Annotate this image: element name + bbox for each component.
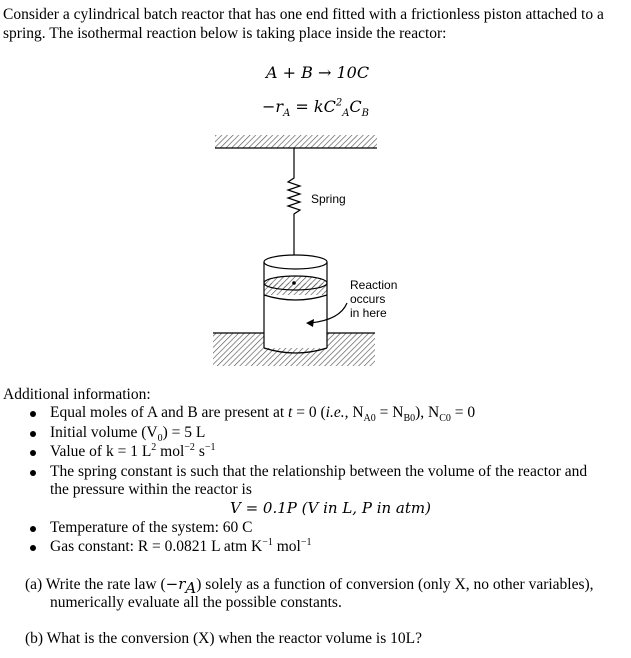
info-k-value — [50, 443, 216, 461]
info-equal-moles — [50, 404, 476, 425]
subscript: B0 — [403, 413, 416, 425]
text: N — [348, 404, 364, 421]
text: t — [288, 404, 293, 421]
reaction-label-3: in here — [350, 306, 387, 320]
superscript: −1 — [204, 441, 216, 453]
bullet-icon — [30, 545, 36, 551]
subscript: 0 — [157, 433, 163, 445]
text: Initial volume (V — [50, 424, 158, 441]
intro-line-2: spring. The isothermal reaction below is taking place inside the reactor: — [3, 25, 447, 42]
text: i.e., — [325, 404, 349, 421]
superscript: −2 — [184, 441, 195, 453]
bullet-icon — [30, 411, 36, 417]
info-gas-constant — [50, 538, 312, 556]
info-temperature: Temperature of the system: 60 C — [50, 519, 253, 536]
rate-sub-b: B — [361, 108, 370, 120]
info-spring-line-1: The spring constant is such that the relationship between the volume of the reactor and — [50, 463, 588, 480]
subscript: C0 — [439, 413, 451, 425]
text: mol — [272, 538, 301, 555]
text: Equal moles of A and B are present at — [50, 404, 289, 421]
superscript: −1 — [262, 536, 273, 548]
text: = 0 ( — [292, 404, 326, 421]
question-a-line-2: numerically evaluate all the possible constants. — [50, 594, 342, 611]
superscript: −1 — [300, 536, 312, 548]
rate-symbol: −r — [165, 575, 186, 593]
additional-heading: Additional information: — [3, 386, 151, 403]
volume-pressure-equation: V = 0.1P (V in L, P in atm) — [230, 499, 431, 517]
bullet-icon — [30, 526, 36, 532]
rate-rhs: = kC — [290, 97, 336, 116]
text: Gas constant: R = 0.0821 L atm K — [50, 538, 263, 555]
text: ) = 5 L — [162, 424, 206, 441]
subscript: A — [185, 579, 197, 598]
text: Value of k = 1 L — [50, 443, 152, 460]
text: = 0 — [450, 404, 476, 421]
rate-sup: 2 — [335, 97, 343, 109]
text: ), N — [415, 404, 440, 421]
text: mol — [156, 443, 185, 460]
text: (a) Write the rate law ( — [25, 576, 166, 593]
rate-lhs-sub: A — [283, 108, 291, 120]
reaction-label-1: Reaction — [350, 278, 398, 292]
superscript: 2 — [151, 441, 157, 453]
intro-line-1: Consider a cylindrical batch reactor that has one end fitted with a frictionless piston attached to a — [3, 6, 604, 23]
text: s — [194, 443, 205, 460]
subscript: A0 — [363, 413, 376, 425]
bullet-icon — [30, 470, 36, 476]
cylinder — [264, 255, 327, 353]
reaction-equation: A + B → 10C — [266, 63, 370, 82]
text: ) solely as a function of conversion (only X, no other variables), — [196, 576, 594, 593]
info-spring-line-2: the pressure within the reactor is — [50, 481, 252, 498]
rate-lhs: −r — [262, 97, 284, 116]
question-b: (b) What is the conversion (X) when the reactor volume is 10L? — [25, 630, 422, 647]
question-a-line-1 — [25, 575, 594, 598]
info-initial-volume — [50, 424, 206, 445]
bullet-icon — [30, 431, 36, 437]
bullet-icon — [30, 450, 36, 456]
text: = N — [375, 404, 404, 421]
reaction-label-2: occurs — [350, 292, 386, 306]
rate-c: C — [349, 97, 362, 116]
spring-label: Spring — [311, 192, 346, 206]
ceiling — [215, 135, 377, 148]
rate-sub-a: A — [342, 108, 350, 120]
